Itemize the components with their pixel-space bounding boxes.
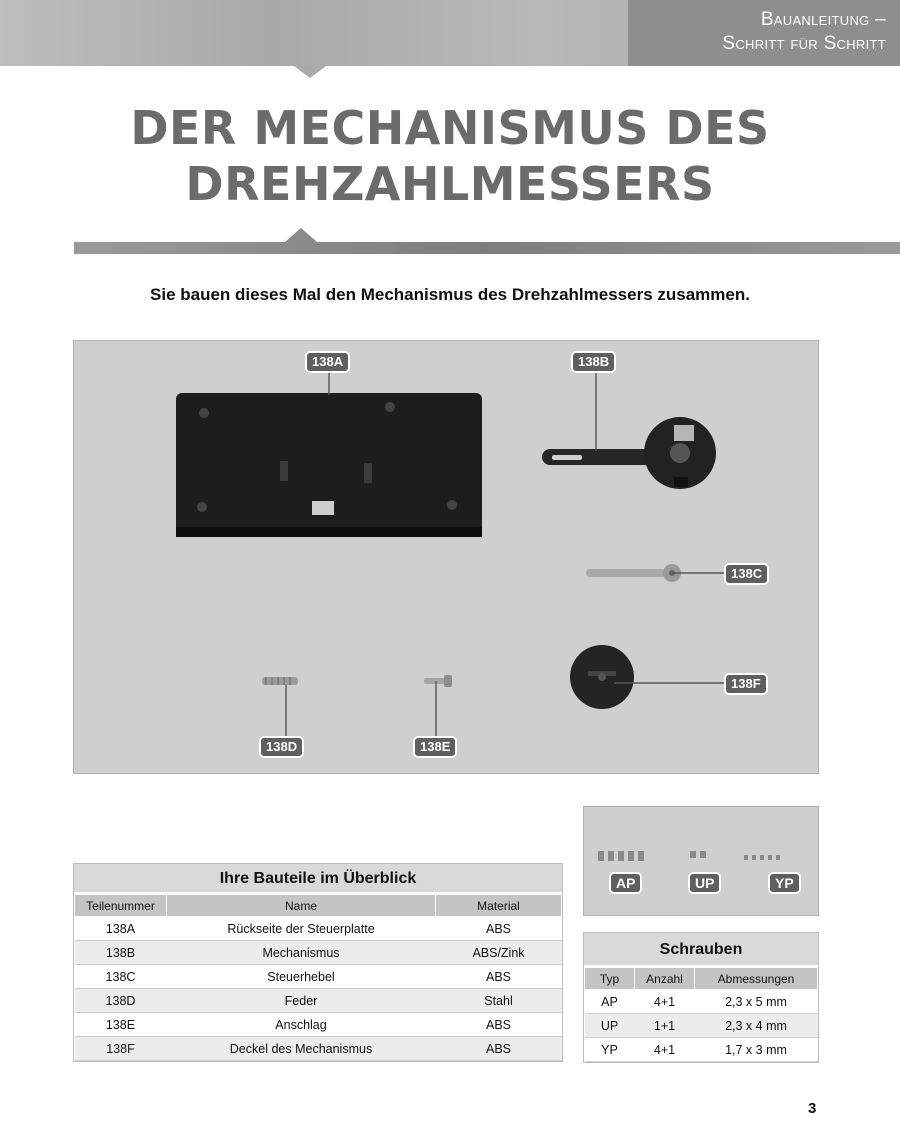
label-138b: 138B <box>571 351 616 373</box>
cell: 138B <box>75 941 167 965</box>
screws-illustration <box>584 807 820 917</box>
cell: ABS <box>436 1037 562 1061</box>
title-rule-notch <box>285 228 317 242</box>
table-row <box>585 1014 818 1038</box>
cell: Mechanismus <box>167 941 436 965</box>
cell: Steuerhebel <box>167 965 436 989</box>
screws-photo <box>583 806 819 916</box>
title-rule <box>74 242 900 254</box>
page-title <box>0 100 900 212</box>
part-138a-plate <box>176 393 482 537</box>
cell: 4+1 <box>635 1038 695 1062</box>
cell: ABS <box>436 1013 562 1037</box>
part-138e-stop <box>424 675 452 687</box>
col-header: Teilenummer <box>75 895 167 917</box>
parts-illustration <box>74 341 820 775</box>
cell: AP <box>585 990 635 1014</box>
part-138c-lever <box>586 564 681 582</box>
page-number: 3 <box>808 1100 817 1117</box>
header-notch <box>294 66 326 78</box>
page-title-line2: DREHZAHLMESSERS <box>185 157 715 211</box>
cell: 2,3 x 5 mm <box>695 990 818 1014</box>
part-138b-mechanism <box>542 417 716 489</box>
label-138c: 138C <box>724 563 769 585</box>
parts-photo <box>73 340 819 774</box>
cell: 2,3 x 4 mm <box>695 1014 818 1038</box>
cell: Deckel des Mechanismus <box>167 1037 436 1061</box>
cell: ABS <box>436 917 562 941</box>
table-row <box>75 941 562 965</box>
screws-table-title: Schrauben <box>584 933 818 967</box>
label-yp: YP <box>768 872 801 894</box>
section-tag-line1: Bauanleitung – <box>760 9 886 30</box>
cell: ABS/Zink <box>436 941 562 965</box>
cell: 1,7 x 3 mm <box>695 1038 818 1062</box>
cell: YP <box>585 1038 635 1062</box>
part-138d-spring <box>262 677 298 685</box>
label-138a: 138A <box>305 351 350 373</box>
cell: 138C <box>75 965 167 989</box>
table-row <box>585 1038 818 1062</box>
cell: 138E <box>75 1013 167 1037</box>
intro-text: Sie bauen dieses Mal den Mechanismus des Drehzahlmessers zusammen. <box>150 285 750 304</box>
label-138f: 138F <box>724 673 768 695</box>
col-header: Anzahl <box>635 968 695 990</box>
cell: 138D <box>75 989 167 1013</box>
cell: Rückseite der Steuerplatte <box>167 917 436 941</box>
cell: 4+1 <box>635 990 695 1014</box>
label-138e: 138E <box>413 736 457 758</box>
table-row <box>75 1037 562 1061</box>
cell: 138F <box>75 1037 167 1061</box>
cell: 1+1 <box>635 1014 695 1038</box>
table-row <box>75 965 562 989</box>
cell: 138A <box>75 917 167 941</box>
col-header: Material <box>436 895 562 917</box>
label-up: UP <box>688 872 721 894</box>
col-header: Name <box>167 895 436 917</box>
section-tag-line2: Schritt für Schritt <box>722 33 886 54</box>
parts-table-title: Ihre Bauteile im Überblick <box>74 864 562 894</box>
cell: Stahl <box>436 989 562 1013</box>
table-row <box>585 990 818 1014</box>
cell: UP <box>585 1014 635 1038</box>
table-row <box>75 917 562 941</box>
parts-table <box>73 863 563 1062</box>
table-row <box>75 989 562 1013</box>
cell: Anschlag <box>167 1013 436 1037</box>
table-row <box>75 1013 562 1037</box>
label-138d: 138D <box>259 736 304 758</box>
screws-table <box>583 932 819 1063</box>
page-title-line1: DER MECHANISMUS DES <box>130 101 770 155</box>
section-tag <box>628 0 900 66</box>
label-ap: AP <box>609 872 642 894</box>
col-header: Abmessungen <box>695 968 818 990</box>
col-header: Typ <box>585 968 635 990</box>
part-138f-cover <box>570 645 634 709</box>
cell: Feder <box>167 989 436 1013</box>
cell: ABS <box>436 965 562 989</box>
